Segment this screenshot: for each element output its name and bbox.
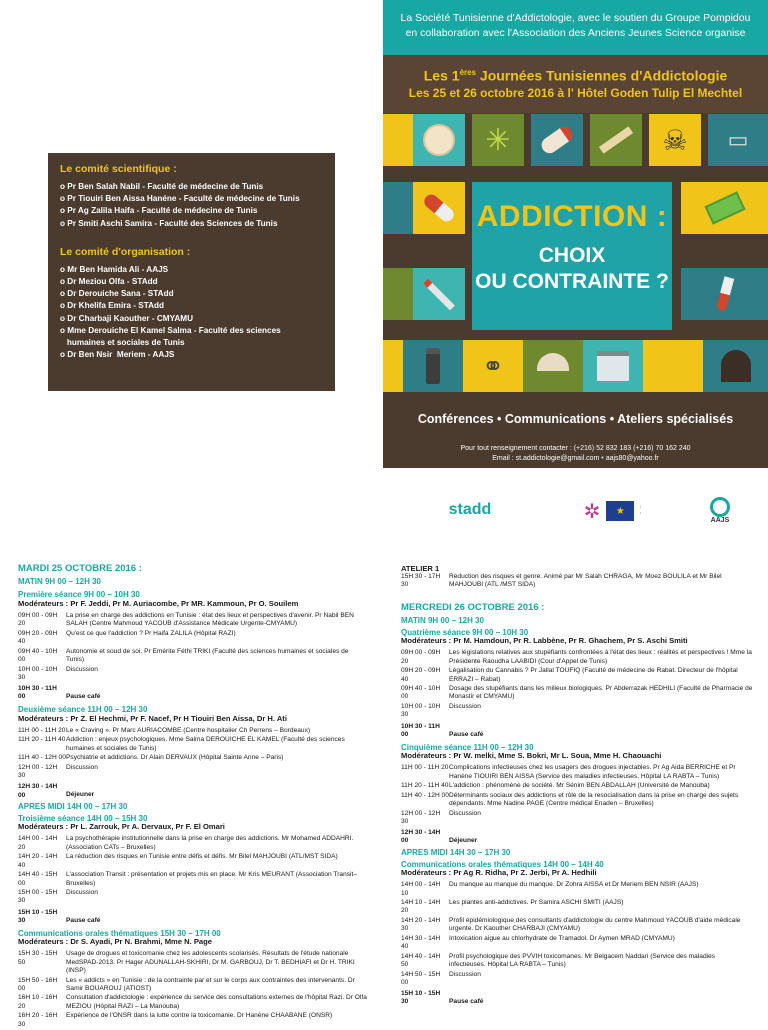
event-header [383,55,768,113]
moderators: Modérateurs : Pr F. Jeddi, Pr M. Auriacombe, Pr MR. Kammoun, Pr O. Souilem [18,598,299,608]
programme-row: 10H 00 - 10H 30 Discussion [18,665,98,681]
committee-member: o Dr Meziou Olfa - STAdd [60,277,158,287]
bottle-icon [403,340,463,392]
scientific-committee-title: Le comité scientifique : [60,163,177,175]
skull-icon: ☠ [649,114,701,166]
session-title: Cinquième séance 11H 00 – 12H 30 [401,742,534,752]
committee-member: o Dr Derouiche Sana - STAdd [60,289,174,299]
session-title: Troisième séance 14H 00 – 15H 30 [18,814,148,824]
programme-row: 14H 50 - 15H 00 Discussion [401,970,481,987]
event-tagline: Conférences • Communications • Ateliers spécialisés [417,412,734,426]
banner-line: La Société Tunisienne d'Addictologie, avec le soutien du Groupe Pompidou [400,12,751,24]
programme-row: 14H 20 - 14H 30 Profil épidémiologique des consultants d'addictologie du centre Mahmoud YACOUB d'aide médicale urgente. Dr Kaouther CHARBAJI (CMYAMU) [401,917,741,933]
programme-row: 09H 40 - 10H 00 Dosage des stupéfiants dans les milieux biologiques. Pr Abderrazak HEDHILI (Faculté de Pharmacie de Monastir et CMYAMU) [401,685,753,701]
banner-line: en collaboration avec l'Association des Anciens Jeunes Science organise [405,27,746,39]
programme-row: 09H 20 - 09H 40 Qu'est ce que l'addiction ? Pr Haifa ZALILA (Hôpital RAZI) [18,629,236,645]
committee-member: o Dr Charbaji Kaouther - CMYAMU [60,313,193,323]
committee-member: o Pr Tiouiri Ben Aissa Hanéne - Faculté de médecine de Tunis [60,194,300,204]
programme-row: 09H 00 - 09H 20 La prise en charge des addictions en Tunisie : état des lieux et perspectives d'avenir. Pr Nabil BEN SALAH (Centre Mahmoud YACOUB d'Assistance Médicale Urgente-CMYAMU) [18,611,354,628]
pompidou-icon: ✲ [583,500,601,523]
moderators: Modérateurs : Pr Z. El Hechmi, Pr F. Nacef, Pr H Tiouiri Ben Aissa, Dr H. Ati [18,713,287,723]
programme-row: 15H 30 - 15H 50 Usage de drogues et toxicomanie chez les adolescents scolarisés. Résultats de l'étude nationale MedSPAD-2013. Pr Hager ADUNALLAH-SKHIRI, Dr M. GARBOUJ, Dr T. BEDHIAFI et Dr H. TRIKI (INSP) [18,950,355,974]
programme-row: 14H 00 - 14H 20 La psychothérapie institutionnelle dans la prise en charge des addictions. Mr Mohamed ADDAHRI. (Association CATs – Bruxelles) [18,835,354,851]
syringe-icon [413,268,465,320]
organizer-banner [383,0,768,55]
break-row: 10H 30 - 11H 00 Pause café [18,684,101,701]
tile [383,182,413,234]
programme-row: 14H 40 - 15H 00 L'association Transit : présentation et projets mis en place. Mr Kris MEURANT (Association Transit– Bruxelles) [18,871,358,887]
programme-row: 14H 20 - 14H 40 La réduction des risques en Tunisie entre défis et défis. Mr Bilel MAHJOUBI (ATL/MST SIDA) [18,853,338,869]
break-row: 12H 30 - 14H 00 Déjeuner [401,829,478,845]
programme-row: 11H 20 - 11H 40 L'addiction : phénomène de société. Mr Sénim BEN ABDALLAH (Université de Manouba) [401,782,710,790]
poster-title: ADDICTION : [476,200,668,233]
programme-row: 11H 20 - 11H 40 Addiction : enjeux psychologiques. Mme Salma DEROUICHE EL KAMEL (Faculté des sciences humaines et sociales de Tunis) [18,736,345,752]
programme-row: 09H 00 - 09H 20 Les législations relatives aux stupéfiants confrontées à l'état des lieux : réalités et perspectives ! Mme la Présidente Raoudha LAABIDI (Cour d'Appel de Tunis) [401,649,752,665]
contact-email: Email : st.addictologie@gmail.com • aajs80@yahoo.fr [492,455,659,462]
poster-subtitle: CHOIX [538,244,606,267]
event-poster [383,0,768,468]
capsule-icon [413,182,465,234]
day2-title: MERCREDI 26 OCTOBRE 2016 : [401,601,545,613]
break-row: 12H 30 - 14H 00 Déjeuner [18,783,95,799]
day1-title: MARDI 25 OCTOBRE 2016 : [18,563,142,574]
aajs-logo: AAJS [700,492,740,528]
cannabis-leaf-icon: ✳ [472,114,524,166]
day2-afternoon: APRES MIDI 14H 30 – 17H 30 [401,847,511,857]
day2-programme [401,565,753,1010]
pill-icon [413,114,465,166]
programme-row: 16H 20 - 16H 30 Expérience de l'ONSR dans la lutte contre la toxicomanie. Dr Hanène CHAABANE (ONSR) [18,1012,333,1028]
committee-member: o Mr Ben Hamida Ali - AAJS [60,264,169,274]
moderators: Modérateurs : Pr Ag R. Ridha, Pr Z. Jerbi, Pr A. Hedhili [401,868,597,878]
cigarette-icon [531,114,583,166]
test-tube-icon [681,268,768,320]
event-title: Les 1ères Journées Tunisiennes d'Addictologie [423,67,728,84]
atelier-title: ATELIER 1 [401,564,440,573]
committee-member: o Pr Smiti Aschi Samira - Faculté des Sciences de Tunis [60,218,278,228]
programme-row: 14H 40 - 14H 50 Profil psychologique des PVVIH toxicomanes. Mr Belgacem Naddari (Service des maladies infectieuses. Hôpital LA RABTA – Tunis) [401,952,716,969]
committee-member: o Pr Ben Salah Nabil - Faculté de médecine de Tunis [60,182,264,191]
programme-row: 10H 00 - 10H 30 Discussion [401,703,481,719]
programme-row: 11H 40 - 12H 00 Déterminants sociaux des addictions et rôle de la resocialisation dans la prise en charge des sujets dépendants. Mme Nadine PAGE (Centre médical Enaden – Bruxelles) [401,791,739,808]
committee-member: o Dr Khelifa Emira - STAdd [60,301,165,311]
session-title: Communications orales thématiques 15H 30 – 17H 00 [18,929,221,939]
break-row: 15H 10 - 15H 30 Pause café [18,908,101,924]
programme-row: 12H 00 - 12H 30 Discussion [18,764,98,780]
aajs-icon [710,497,730,517]
money-icon [681,182,768,234]
committee-member: o Mme Derouiche El Kamel Salma - Faculté des sciences humaines et sociales de Tunis [60,325,281,348]
contact-info [383,444,768,464]
tile [383,114,413,166]
programme-row: 12H 00 - 12H 30 Discussion [401,809,481,826]
programme-row: 11H 00 - 11H 20 Le « Craving ». Pr Marc AURIACOMBE (Centre hospitalier Ch Perrens – Bordeaux) [18,726,311,734]
programme-row: 09H 40 - 10H 00 Autonomie et soud de soi. Pr Emérite Féthi TRIKI (Faculté des sciences humaines et sociales de Tunis) [18,647,349,663]
programme-row: 09H 20 - 09H 40 Légalisation du Cannabis ? Pr Jallal TOUFIQ (Faculté de médecine de Rabat. Directeur de l'hôpital ERRAZI – Rabat) [401,667,738,683]
tombstone-icon [703,340,768,392]
programme-row: 11H 40 - 12H 00 Psychiatrie et addictions. Dr Alain DERVAUX (Hôpital Sainte Anne – Paris) [18,754,284,762]
organizing-committee-title: Le comité d'organisation : [60,245,191,258]
break-row: 15H 10 - 15H 30 Pause café [401,990,484,1006]
programme-row: 14H 00 - 14H 10 Du manque au manque du manque. Dr Zohra AISSA et Dr Meriem BEN NSIR (AAJS) [401,881,699,897]
razor-powder-icon: ▭ [708,114,768,166]
programme-row: 15H 50 - 16H 00 Les « addicts » en Tunisie : de la contrainte par et sur le corps aux contraintes des intervenants. Dr Samir BOUAROUJ (ATIOST) [18,976,355,992]
day1-afternoon: APRES MIDI 14H 00 – 17H 30 [18,801,128,811]
break-row: 10H 30 - 11H 00 Pause café [401,722,484,738]
poster-title-panel [472,182,672,330]
day1-programme [18,565,368,1030]
programme-row: 14H 30 - 14H 40 Intoxication aigue au chlorhydrate de Tramadol. Dr Aymen MRAD (CMYAMU) [401,935,675,951]
committee-box [48,153,335,391]
programme-row: 15H 00 - 15H 30 Discussion [18,889,98,905]
session-title: Première séance 9H 00 – 10H 30 [18,590,140,600]
stadd-logo: stadd [448,501,492,518]
moderators: Modérateurs : Pr W. melki, Mme S. Bokri, Mr L. Soua, Mme H. Chaouachi [401,751,662,761]
session-title: Communications orales thématiques 14H 00 – 14H 40 [401,859,604,869]
poster-subtitle: OU CONTRAINTE ? [475,270,669,293]
programme-row: 15H 30 - 17H 30 Réduction des risques et genre. Animé par Mr Salah CHRAGA, Mr Moez BOULILA et Mr Bilel MAHJOUBI (ATL /MST SIDA) [401,573,722,589]
tile [383,268,413,320]
day2-morning: MATIN 9H 00 – 12H 30 [401,615,484,625]
programme-row: 16H 10 - 16H 20 Consultation d'addictologie : expérience du service des consultations externes de l'hôpital Razi. Dr Olfa MEZIOU (Hôpital RAZI – La Manouba) [18,994,367,1010]
contact-phone: Pour tout renseignement contacter : (+216) 52 832 183 (+216) 70 162 240 [460,445,691,452]
programme-row: 11H 00 - 11H 20 Complications infectieuses chez les usagers des drogues injectables. Pr Ag Aida BERRICHE et Pr Hanène TIOUIRI BEN AISSA (Service des maladies infectieuses. Hôpital LA RABTA – Tunis) [401,764,736,780]
organizing-committee-list [60,264,323,362]
joint-icon [590,114,642,166]
handcuffs-icon: ⚭ [463,340,523,392]
mushroom-icon [523,340,583,392]
scientific-committee-list [60,181,323,230]
day1-morning: MATIN 9H 00 – 12H 30 [18,577,101,587]
session-title: Quatrième séance 9H 00 – 10H 30 [401,628,529,638]
committee-member: o Pr Ag Zalila Haifa - Faculté de médecine de Tunis [60,206,258,216]
pompidou-logo [570,493,655,529]
drug-bag-icon [583,340,643,392]
moderators: Modérateurs : Pr L. Zarrouk, Pr A. Dervaux, Pr F. El Omari [18,822,225,832]
moderators: Modérateurs : Pr M. Hamdoun, Pr R. Labbène, Pr R. Ghachem, Pr S. Aschi Smiti [401,636,688,646]
tile [383,340,403,392]
moderators: Modérateurs : Dr S. Ayadi, Pr N. Brahmi, Mme N. Page [18,937,212,947]
session-title: Deuxième séance 11H 00 – 12H 30 [18,705,148,715]
tile [643,340,703,392]
eu-flag-icon: ★ [606,501,634,521]
event-date-venue: Les 25 et 26 octobre 2016 à l' Hôtel Goden Tulip El Mechtel [408,85,743,100]
programme-row: 14H 10 - 14H 20 Les plantes anti-addictives. Pr Samira ASCHI SMITI (AAJS) [401,899,624,915]
committee-member: o Dr Ben Nsir Meriem - AAJS [60,350,175,360]
